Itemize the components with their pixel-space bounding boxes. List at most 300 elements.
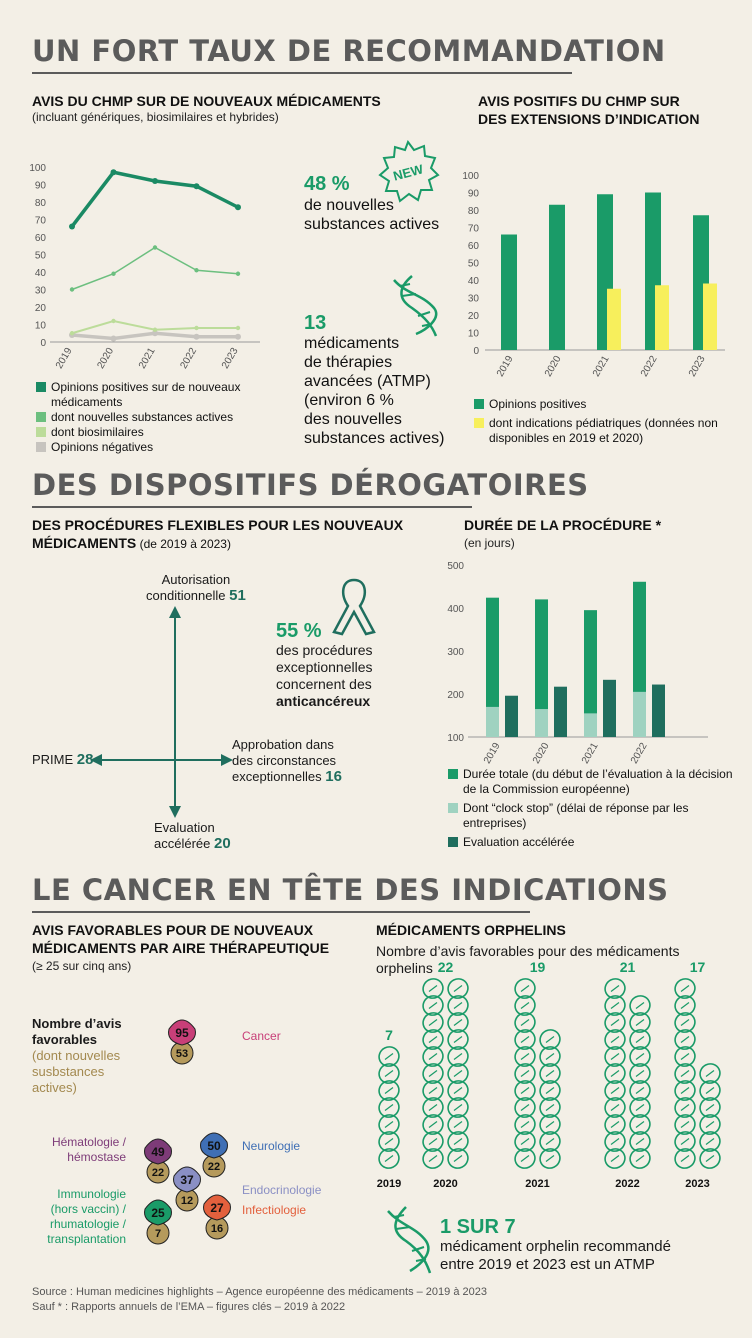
y-tick-label: 20 (34, 303, 46, 314)
orphan-count-label: 17 (689, 959, 706, 975)
y-tick-label: 0 (473, 346, 479, 357)
pill-line (611, 1139, 619, 1145)
data-point (235, 334, 241, 340)
orphan-count-label: 22 (437, 959, 454, 975)
duration-title: DURÉE DE LA PROCÉDURE * (464, 517, 662, 533)
x-tick-label: 2020 (542, 354, 564, 379)
area-label-immunologie (30, 1187, 126, 1247)
pill-line (681, 1105, 689, 1111)
pill-line (636, 1054, 644, 1060)
pill-line (681, 1037, 689, 1043)
legend-swatch (448, 837, 458, 847)
legend-item (36, 440, 306, 455)
bar-clock-stop (486, 707, 499, 737)
orphan-count-label: 21 (619, 959, 636, 975)
flex-procedures-title (32, 516, 403, 553)
data-point (236, 326, 240, 330)
chart2-title-line: DES EXTENSIONS D’INDICATION (478, 111, 700, 127)
pill-line (546, 1088, 554, 1094)
legend-label: Evaluation accélérée (463, 835, 575, 849)
chart1-subtitle: (incluant génériques, biosimilaires et hybrides) (32, 110, 279, 124)
data-point (194, 334, 200, 340)
axis-label-text: Approbation dans (232, 737, 334, 752)
bar-pediatric (703, 284, 717, 351)
y-tick-label: 90 (34, 180, 46, 192)
pill-line (681, 1071, 689, 1077)
legend-item (36, 425, 306, 440)
area-label-text: (hors vaccin) / (50, 1202, 126, 1216)
pill-line (429, 1105, 437, 1111)
new-substances-value: 16 (210, 1223, 224, 1235)
area-label-neurologie: Neurologie (242, 1139, 301, 1153)
pill-line (681, 1054, 689, 1060)
title-line: DES PROCÉDURES FLEXIBLES POUR LES NOUVEAUX (32, 517, 404, 533)
legend-item (36, 380, 306, 410)
areas-legend (32, 1016, 122, 1096)
pill-line (681, 986, 689, 992)
pill-line (681, 1003, 689, 1009)
chart2-title-line: AVIS POSITIFS DU CHMP SUR (478, 93, 680, 109)
legend-label: Opinions positives (489, 397, 587, 411)
pill-line (454, 1139, 462, 1145)
legend-label: dont indications pédiatriques (données non disponibles en 2019 et 2020) (489, 416, 718, 445)
legend-text: (dont nouvelles (32, 1048, 121, 1063)
axis-label-exceptionnelles (232, 737, 342, 785)
pill-line (454, 1054, 462, 1060)
title-line: MÉDICAMENTS (32, 535, 137, 551)
legend-item (474, 397, 744, 412)
area-label-text: rhumatologie / (49, 1217, 126, 1231)
bar-clock-stop (584, 713, 597, 737)
legend-label: dont biosimilaires (51, 425, 144, 439)
legend-label: dont nouvelles substances actives (51, 410, 234, 424)
pill-line (681, 1122, 689, 1128)
pill-line (454, 1071, 462, 1077)
x-tick-label: 2019 (494, 354, 516, 379)
orphan-title: MÉDICAMENTS ORPHELINS (376, 922, 566, 938)
legend-text: susbstances (32, 1064, 105, 1079)
stat-text: anticancéreux (276, 693, 371, 709)
pill-line (521, 1071, 529, 1077)
pill-line (706, 1088, 714, 1094)
area-label-text: hémostase (67, 1150, 126, 1164)
legend-label: Opinions positives sur de nouveaux médicaments (51, 380, 241, 409)
stat-text: des procédures (276, 642, 373, 658)
y-tick-label: 30 (34, 285, 46, 297)
pill-line (385, 1088, 393, 1094)
pill-line (636, 1071, 644, 1077)
legend-swatch (36, 412, 46, 422)
x-tick-label: 2022 (628, 741, 650, 766)
pill-line (385, 1105, 393, 1111)
pill-line (429, 1020, 437, 1026)
x-tick-label: 2022 (615, 1178, 640, 1190)
area-label-text: transplantation (47, 1232, 126, 1246)
axis-label-text: PRIME (32, 752, 74, 767)
pill-line (429, 1122, 437, 1128)
pill-line (429, 1003, 437, 1009)
stat-new-substances (304, 172, 439, 234)
section-underline (32, 911, 530, 913)
pill-line (611, 1105, 619, 1111)
title-suffix: (de 2019 à 2023) (136, 537, 231, 551)
chart2-title (478, 92, 699, 128)
legend-item (474, 416, 744, 446)
x-tick-label: 2021 (579, 741, 601, 766)
stat-text: médicament orphelin recommandé (440, 1238, 671, 1255)
pill-line (706, 1139, 714, 1145)
pill-line (454, 1003, 462, 1009)
pill-line (611, 1037, 619, 1043)
pill-line (454, 1020, 462, 1026)
pill-line (546, 1054, 554, 1060)
pill-line (706, 1071, 714, 1077)
pill-line (611, 986, 619, 992)
area-label-text: Hématologie / (51, 1135, 126, 1149)
legend-swatch (36, 442, 46, 452)
data-point (70, 331, 74, 335)
total-opinions-value: 95 (175, 1026, 189, 1040)
y-tick-label: 100 (447, 733, 464, 744)
pill-line (636, 1122, 644, 1128)
y-tick-label: 50 (34, 250, 46, 262)
stat-value: 55 % (276, 620, 322, 642)
y-tick-label: 0 (40, 338, 46, 349)
stat-text: substances actives) (304, 430, 445, 447)
orphan-count-label: 19 (529, 959, 546, 975)
legend-item (448, 801, 738, 831)
pill-line (681, 1020, 689, 1026)
y-tick-label: 60 (34, 233, 46, 244)
bar-clock-stop (633, 692, 646, 737)
pill-line (521, 1088, 529, 1094)
section-title-derogatoires: DES DISPOSITIFS DÉROGATOIRES (32, 468, 589, 502)
data-point (111, 336, 117, 342)
x-tick-label: 2021 (590, 354, 612, 379)
pill-line (429, 1139, 437, 1145)
data-point (194, 183, 200, 189)
areas-subtitle: (≥ 25 sur cinq ans) (32, 959, 132, 973)
stat-text: de thérapies (304, 354, 393, 371)
stat-value: 1 SUR 7 (440, 1216, 516, 1238)
title-line: AVIS FAVORABLES POUR DE NOUVEAUX (32, 922, 314, 938)
y-tick-label: 40 (34, 268, 46, 279)
subtitle-line: Nombre d’avis favorables pour des médicaments (376, 943, 680, 959)
legend-swatch (448, 803, 458, 813)
stat-text: des nouvelles (304, 411, 402, 428)
pill-line (385, 1054, 393, 1060)
stat-atmp (304, 312, 445, 448)
pill-line (521, 1054, 529, 1060)
y-tick-label: 100 (29, 163, 46, 174)
new-substances-value: 7 (154, 1228, 162, 1240)
pill-line (521, 1156, 529, 1162)
pill-line (546, 1037, 554, 1043)
pill-line (611, 1054, 619, 1060)
total-opinions-value: 25 (151, 1206, 165, 1220)
pill-line (611, 1088, 619, 1094)
duration-subtitle: (en jours) (464, 536, 515, 550)
legend-swatch (36, 382, 46, 392)
axis-label-text: Evaluation (154, 820, 215, 835)
pill-line (454, 1088, 462, 1094)
pill-line (521, 1037, 529, 1043)
pill-line (546, 1105, 554, 1111)
total-opinions-value: 50 (207, 1139, 221, 1153)
x-tick-label: 2023 (219, 346, 241, 371)
data-point (70, 287, 74, 291)
bar-clock-stop (535, 709, 548, 737)
pill-line (636, 1088, 644, 1094)
pill-line (611, 1156, 619, 1162)
procedures-cross-diagram (60, 560, 340, 860)
y-tick-label: 100 (462, 171, 479, 182)
pill-line (521, 1139, 529, 1145)
x-tick-label: 2022 (178, 346, 200, 371)
new-substances-value: 22 (151, 1167, 165, 1179)
stat-text: de nouvelles (304, 197, 394, 214)
title-line: MÉDICAMENTS PAR AIRE THÉRAPEUTIQUE (32, 940, 330, 956)
pill-line (454, 1105, 462, 1111)
data-point (236, 272, 240, 276)
bar-accelerated (554, 687, 567, 737)
y-tick-label: 90 (467, 188, 479, 200)
source-line: Source : Human medicines highlights – Agence européenne des médicaments – 2019 à 2023 (32, 1286, 487, 1298)
pill-line (681, 1088, 689, 1094)
x-tick-label: 2021 (525, 1178, 550, 1190)
new-substances-value: 53 (175, 1048, 189, 1060)
x-tick-label: 2020 (530, 741, 552, 766)
axis-value: 20 (214, 835, 231, 852)
axis-label-text: des circonstances (232, 753, 337, 768)
pill-line (611, 1122, 619, 1128)
y-tick-label: 300 (447, 647, 464, 658)
pill-line (546, 1122, 554, 1128)
pill-line (521, 1003, 529, 1009)
pill-line (611, 1071, 619, 1077)
axis-label-text: accélérée (154, 836, 211, 851)
y-tick-label: 30 (467, 293, 479, 305)
y-tick-label: 70 (34, 215, 46, 227)
areas-title (32, 921, 329, 957)
pill-line (636, 1020, 644, 1026)
pill-line (521, 986, 529, 992)
new-substances-value: 12 (180, 1195, 194, 1207)
legend-item (448, 767, 738, 797)
data-point (194, 326, 198, 330)
bar-accelerated (505, 696, 518, 737)
pill-line (636, 1037, 644, 1043)
axis-value: 28 (76, 751, 94, 768)
legend-label: Opinions négatives (51, 440, 154, 454)
source-line: Sauf * : Rapports annuels de l’EMA – figures clés – 2019 à 2022 (32, 1301, 346, 1313)
area-label-infectiologie: Infectiologie (242, 1203, 307, 1217)
x-tick-label: 2023 (686, 354, 708, 379)
bar-pediatric (607, 289, 621, 350)
bar-chart-extensions (455, 165, 735, 385)
pill-line (454, 1037, 462, 1043)
data-point (194, 268, 198, 272)
data-point (69, 224, 75, 230)
line-chart-chmp-opinions (20, 155, 280, 375)
y-tick-label: 500 (447, 561, 464, 572)
x-tick-label: 2020 (433, 1178, 458, 1190)
pill-line (636, 1105, 644, 1111)
pill-line (385, 1156, 393, 1162)
area-label-text: Immunologie (57, 1187, 126, 1201)
subtitle-line: orphelins (376, 960, 433, 976)
legend-label: Dont “clock stop” (délai de réponse par les entreprises) (463, 801, 689, 830)
pill-line (429, 1156, 437, 1162)
x-tick-label: 2021 (136, 346, 158, 371)
total-opinions-value: 37 (180, 1173, 194, 1187)
stat-value: 48 % (304, 173, 350, 195)
stat-text: entre 2019 et 2023 est un ATMP (440, 1256, 655, 1273)
legend-swatch (448, 769, 458, 779)
section-underline (32, 72, 572, 74)
x-tick-label: 2022 (638, 354, 660, 379)
legend-swatch (36, 427, 46, 437)
pill-line (546, 1156, 554, 1162)
y-tick-label: 80 (34, 198, 46, 209)
stat-text: exceptionnelles (276, 659, 373, 675)
legend-text: favorables (32, 1032, 98, 1047)
legend-item (36, 410, 306, 425)
legend-text: Nombre d’avis (32, 1016, 122, 1031)
y-tick-label: 10 (34, 320, 46, 332)
series-line (72, 248, 238, 290)
pill-line (636, 1156, 644, 1162)
pill-line (681, 1139, 689, 1145)
section-title-cancer: LE CANCER EN TÊTE DES INDICATIONS (32, 873, 669, 907)
pill-line (521, 1105, 529, 1111)
stat-text: concernent des (276, 676, 372, 692)
axis-label-text: Autorisation (161, 572, 231, 587)
y-tick-label: 80 (467, 206, 479, 217)
data-point (153, 245, 157, 249)
stat-text: substances actives (304, 216, 440, 233)
dna-icon (380, 1205, 436, 1275)
pill-line (454, 1156, 462, 1162)
axis-label-prime (32, 751, 93, 768)
chart1-title: AVIS DU CHMP SUR DE NOUVEAUX MÉDICAMENTS (32, 93, 381, 109)
bar-chart-procedure-duration (438, 555, 718, 765)
pill-line (706, 1105, 714, 1111)
pill-line (706, 1156, 714, 1162)
total-opinions-value: 49 (151, 1145, 165, 1159)
y-tick-label: 10 (467, 328, 479, 340)
pill-line (636, 1139, 644, 1145)
bar (501, 235, 517, 351)
total-opinions-value: 27 (210, 1201, 224, 1215)
stat-value: 13 (304, 312, 327, 334)
y-tick-label: 50 (467, 258, 479, 270)
data-point (153, 328, 157, 332)
new-badge-text: NEW (391, 161, 425, 184)
axis-label-conditionnelle (146, 572, 246, 604)
legend-text: actives) (32, 1080, 77, 1095)
pill-line (521, 1122, 529, 1128)
stat-orphan-atmp (440, 1216, 671, 1274)
y-tick-label: 70 (467, 223, 479, 235)
therapeutic-areas-diagram (130, 1015, 330, 1255)
pill-line (636, 1003, 644, 1009)
area-label-cancer: Cancer (242, 1029, 281, 1043)
pill-line (546, 1139, 554, 1145)
axis-label-acceleree (154, 820, 231, 852)
pill-line (454, 986, 462, 992)
pill-line (429, 1071, 437, 1077)
x-tick-label: 2019 (376, 1178, 402, 1190)
y-tick-label: 400 (447, 604, 464, 615)
axis-value: 16 (325, 768, 342, 785)
data-point (111, 272, 115, 276)
data-point (152, 178, 158, 184)
stat-text: avancées (ATMP) (304, 373, 431, 390)
bar-pediatric (655, 285, 669, 350)
x-tick-label: 2019 (481, 741, 503, 766)
legend-swatch (474, 418, 484, 428)
data-point (235, 204, 241, 210)
axis-label-text: conditionnelle (146, 588, 226, 603)
legend-swatch (474, 399, 484, 409)
stat-anticancereux (276, 620, 373, 710)
x-tick-label: 2019 (53, 346, 75, 371)
legend-item (448, 835, 738, 850)
axis-label-text: exceptionnelles (232, 769, 322, 784)
chart2-legend (474, 397, 744, 446)
pill-line (546, 1071, 554, 1077)
axis-value: 51 (229, 587, 246, 604)
orphan-count-label: 7 (385, 1027, 393, 1043)
stat-text: (environ 6 % (304, 392, 394, 409)
y-tick-label: 20 (467, 311, 479, 322)
y-tick-label: 60 (467, 241, 479, 252)
x-tick-label: 2020 (95, 346, 117, 371)
pill-line (385, 1071, 393, 1077)
bar-accelerated (652, 685, 665, 737)
pill-line (681, 1156, 689, 1162)
area-label-endocrinologie: Endocrinologie (242, 1183, 322, 1197)
stat-text: médicaments (304, 335, 400, 352)
pill-line (611, 1003, 619, 1009)
pill-line (429, 1054, 437, 1060)
data-point (111, 169, 117, 175)
area-label-hematologie (30, 1135, 126, 1165)
chart3-legend (448, 767, 738, 850)
pill-line (611, 1020, 619, 1026)
bar (549, 205, 565, 350)
section-title-recommandation: UN FORT TAUX DE RECOMMANDATION (32, 34, 666, 68)
y-tick-label: 200 (447, 690, 464, 701)
section-underline (32, 506, 472, 508)
bar-accelerated (603, 680, 616, 737)
pill-line (454, 1122, 462, 1128)
data-point (111, 319, 115, 323)
y-tick-label: 40 (467, 276, 479, 287)
chart1-legend (36, 380, 306, 455)
pill-line (429, 1037, 437, 1043)
pill-line (385, 1139, 393, 1145)
x-tick-label: 2023 (685, 1178, 710, 1190)
pill-line (706, 1122, 714, 1128)
pill-line (385, 1122, 393, 1128)
pill-line (429, 986, 437, 992)
legend-label: Durée totale (du début de l’évaluation à la décision de la Commission européenne) (463, 767, 733, 796)
new-substances-value: 22 (207, 1161, 221, 1173)
pill-line (429, 1088, 437, 1094)
pill-line (521, 1020, 529, 1026)
